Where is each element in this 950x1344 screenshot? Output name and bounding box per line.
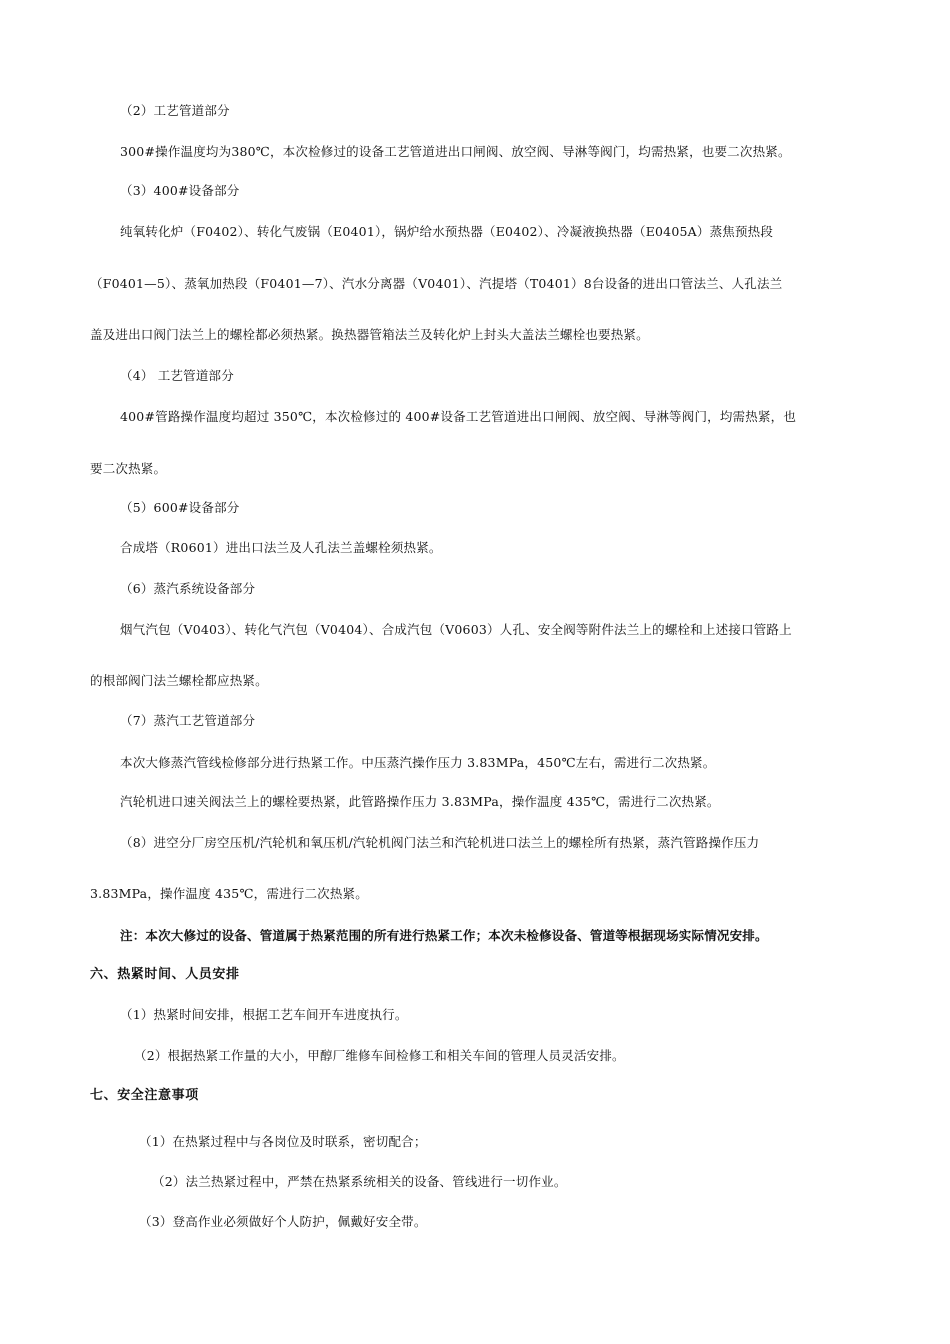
section6-item2: （2）根据热紧工作量的大小，甲醇厂维修车间检修工和相关车间的管理人员灵活安排。 — [134, 1048, 625, 1063]
sub3-heading: （3）400#设备部分 — [120, 183, 240, 198]
sub2-paragraph: 300#操作温度均为380℃，本次检修过的设备工艺管道进出口闸阀、放空阀、导淋等阀门，均需热紧，也要二次热紧。 — [120, 144, 791, 159]
sub7-heading: （7）蒸汽工艺管道部分 — [120, 713, 256, 728]
sub6-paragraph-line1: 烟气汽包（V0403）、转化气汽包（V0404）、合成汽包（V0603）人孔、安全阀等附件法兰上的螺栓和上述接口管路上 — [120, 622, 792, 637]
sub3-paragraph-line3: 盖及进出口阀门法兰上的螺栓都必须热紧。换热器管箱法兰及转化炉上封头大盖法兰螺栓也要热紧。 — [90, 327, 649, 342]
section7-item1: （1）在热紧过程中与各岗位及时联系，密切配合； — [139, 1134, 427, 1149]
sub3-paragraph-line2: （F0401—5）、蒸氧加热段（F0401—7）、汽水分离器（V0401）、汽提塔（T0401）8台设备的进出口管法兰、人孔法兰 — [90, 276, 783, 291]
sub8-paragraph-line1: （8）进空分厂房空压机/汽轮机和氧压机/汽轮机阀门法兰和汽轮机进口法兰上的螺栓所有热紧，蒸汽管路操作压力 — [120, 835, 760, 850]
sub3-paragraph-line1: 纯氧转化炉（F0402）、转化气废锅（E0401），锅炉给水预热器（E0402）、冷凝液换热器（E0405A）蒸焦预热段 — [120, 224, 774, 239]
sub6-paragraph-line2: 的根部阀门法兰螺栓都应热紧。 — [90, 673, 268, 688]
sub4-paragraph-line1: 400#管路操作温度均超过 350℃，本次检修过的 400#设备工艺管道进出口闸阀、放空阀、导淋等阀门，均需热紧，也 — [120, 409, 797, 424]
sub8-paragraph-line2: 3.83MPa，操作温度 435℃，需进行二次热紧。 — [90, 886, 368, 901]
sub5-paragraph: 合成塔（R0601）进出口法兰及人孔法兰盖螺栓须热紧。 — [120, 540, 442, 555]
sub2-heading: （2）工艺管道部分 — [120, 103, 230, 118]
section7-item2: （2）法兰热紧过程中，严禁在热紧系统相关的设备、管线进行一切作业。 — [152, 1174, 567, 1189]
sub5-heading: （5）600#设备部分 — [120, 500, 240, 515]
sub4-heading: （4） 工艺管道部分 — [120, 368, 234, 383]
sub7-paragraph2: 汽轮机进口速关阀法兰上的螺栓要热紧，此管路操作压力 3.83MPa，操作温度 435℃，需进行二次热紧。 — [120, 794, 720, 809]
section7-item3: （3）登高作业必须做好个人防护，佩戴好安全带。 — [139, 1214, 427, 1229]
sub6-heading: （6）蒸汽系统设备部分 — [120, 581, 256, 596]
section6-heading: 六、热紧时间、人员安排 — [90, 967, 240, 982]
sub7-paragraph1: 本次大修蒸汽管线检修部分进行热紧工作。中压蒸汽操作压力 3.83MPa，450℃左右，需进行二次热紧。 — [120, 755, 716, 770]
note-paragraph: 注：本次大修过的设备、管道属于热紧范围的所有进行热紧工作；本次未检修设备、管道等根据现场实际情况安排。 — [120, 928, 768, 943]
sub4-paragraph-line2: 要二次热紧。 — [90, 461, 167, 476]
section6-item1: （1）热紧时间安排，根据工艺车间开车进度执行。 — [120, 1007, 408, 1022]
section7-heading: 七、安全注意事项 — [90, 1088, 199, 1103]
